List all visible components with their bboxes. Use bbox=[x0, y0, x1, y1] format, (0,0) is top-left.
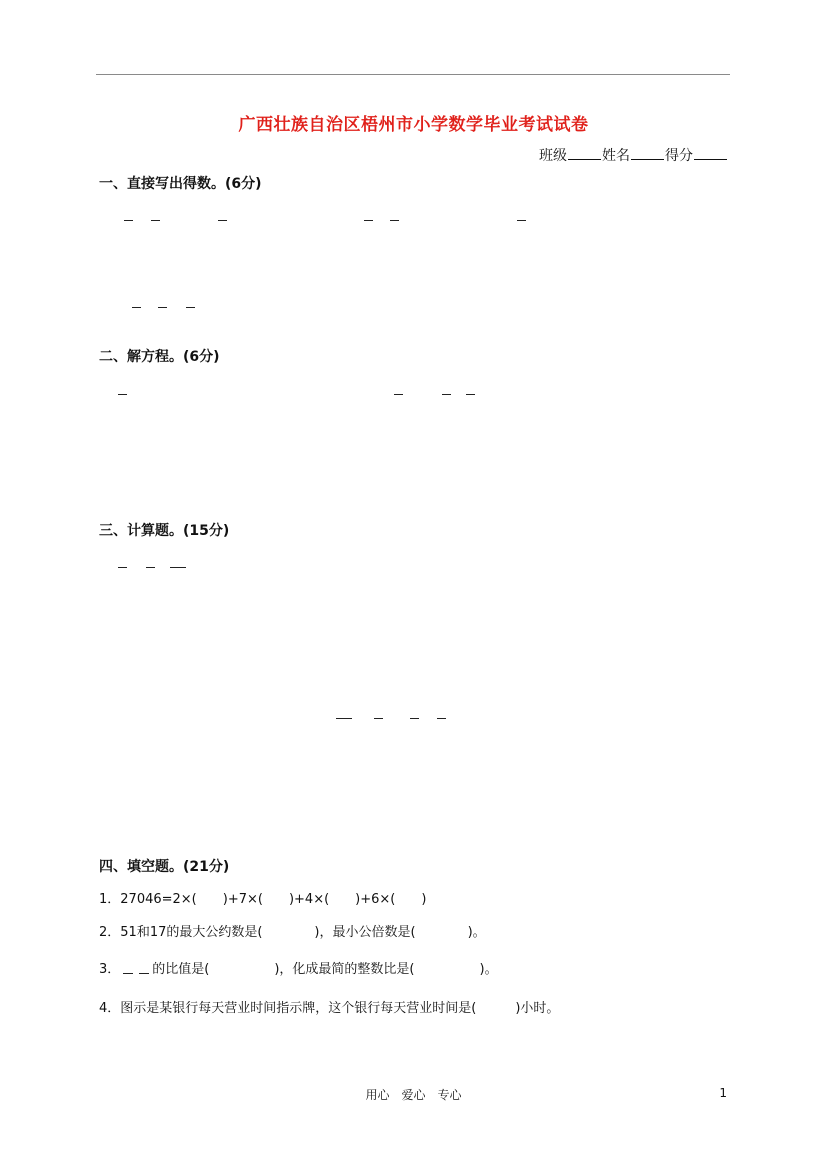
fraction-bar bbox=[132, 307, 141, 308]
question-3-text: 的比值是( )，化成最简的整数比是( )。 bbox=[152, 962, 498, 977]
page-number: 1 bbox=[719, 1086, 727, 1100]
question-4: 4．图示是某银行每天营业时间指示牌，这个银行每天营业时间是( )小时。 bbox=[99, 1001, 560, 1016]
student-info bbox=[539, 145, 728, 165]
score-label: 得分 bbox=[665, 148, 693, 164]
header-rule bbox=[96, 74, 730, 75]
fraction-bar bbox=[139, 966, 149, 974]
fraction-bar bbox=[374, 718, 383, 719]
fraction-bar bbox=[123, 966, 133, 974]
question-1: 1．27046=2×( )+7×( )+4×( )+6×( ) bbox=[99, 892, 427, 907]
fraction-bar bbox=[186, 307, 195, 308]
fraction-bar bbox=[517, 220, 526, 221]
fraction-bar bbox=[394, 394, 403, 395]
fraction-bar bbox=[364, 220, 373, 221]
fraction-bar bbox=[118, 394, 127, 395]
fraction-bar bbox=[124, 220, 133, 221]
section-3-heading: 三、计算题。(15分) bbox=[99, 523, 230, 539]
name-blank bbox=[631, 147, 664, 160]
score-blank bbox=[694, 147, 727, 160]
fraction-bar bbox=[218, 220, 227, 221]
fraction-bar bbox=[437, 718, 446, 719]
fraction-bar bbox=[390, 220, 399, 221]
fraction-bar bbox=[158, 307, 167, 308]
class-label: 班级 bbox=[539, 148, 567, 164]
question-3-number: 3． bbox=[99, 962, 121, 977]
fraction-bar bbox=[118, 567, 127, 568]
section-2-heading: 二、解方程。(6分) bbox=[99, 349, 220, 365]
name-label: 姓名 bbox=[602, 148, 630, 164]
footer-motto: 用心 爱心 专心 bbox=[365, 1088, 462, 1102]
fraction-bar bbox=[410, 718, 419, 719]
question-2: 2．51和17的最大公约数是( )，最小公倍数是( )。 bbox=[99, 925, 486, 940]
fraction-bar bbox=[146, 567, 155, 568]
document-title: 广西壮族自治区梧州市小学数学毕业考试试卷 bbox=[238, 115, 589, 135]
fraction-bar bbox=[170, 567, 186, 568]
question-3 bbox=[99, 958, 498, 977]
class-blank bbox=[568, 147, 601, 160]
section-4-heading: 四、填空题。(21分) bbox=[99, 859, 230, 875]
fraction-bar bbox=[466, 394, 475, 395]
fraction-bar bbox=[336, 718, 352, 719]
fraction-bar bbox=[442, 394, 451, 395]
fraction-bar bbox=[151, 220, 160, 221]
section-1-heading: 一、直接写出得数。(6分) bbox=[99, 176, 262, 192]
